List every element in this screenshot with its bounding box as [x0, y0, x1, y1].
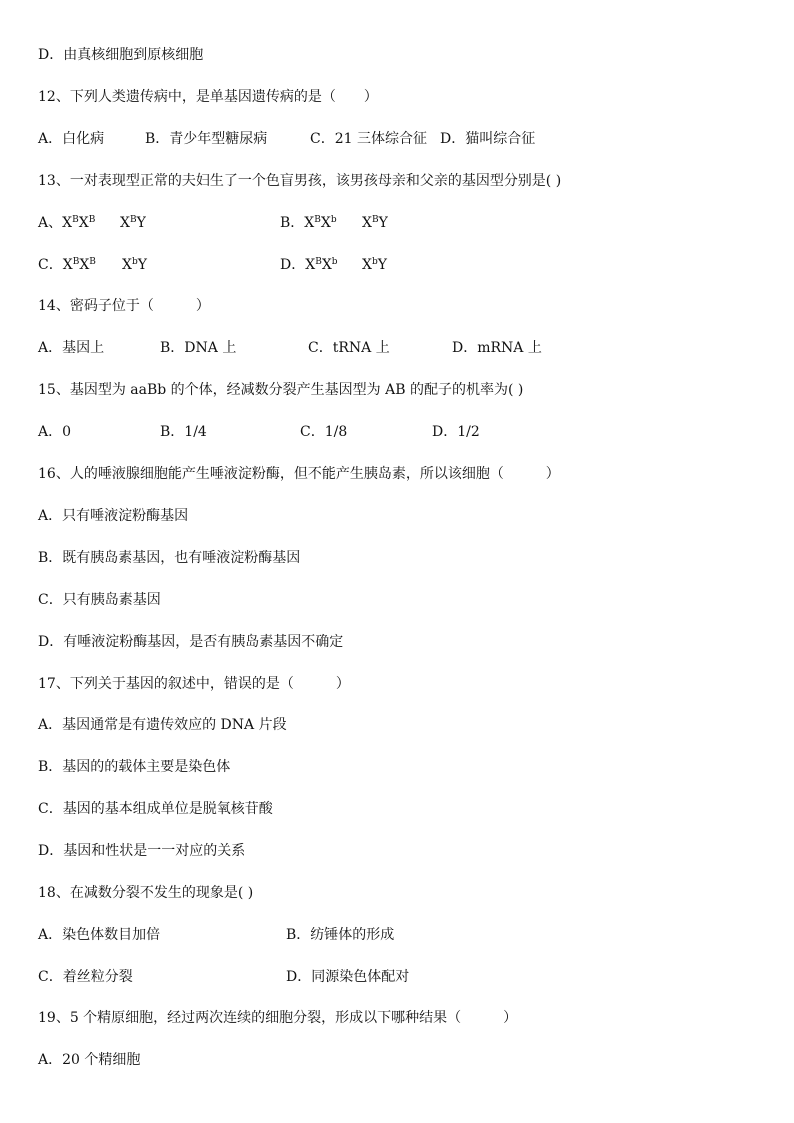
mother-genotype: $X^BX^b$ [304, 215, 337, 231]
q13-option-d-father [362, 256, 387, 274]
q13-options-row1 [0, 214, 794, 232]
q15-option-a: A．0 [38, 424, 72, 440]
q16-option-a: A．只有唾液淀粉酶基因 [38, 508, 189, 524]
q12-option-c: C．21 三体综合征 [310, 131, 427, 147]
q12-option-d: D．猫叫综合征 [440, 131, 536, 147]
q17-option-d: D．基因和性状是一一对应的关系 [38, 843, 246, 859]
q13-option-c-father [122, 256, 147, 274]
q19-option-a: A．20 个精细胞 [38, 1052, 141, 1068]
q11-option-d: D．由真核细胞到原核细胞 [38, 47, 204, 63]
q12-option-b: B．青少年型糖尿病 [145, 131, 268, 147]
q15-stem: 15、基因型为 aaBb 的个体，经减数分裂产生基因型为 AB 的配子的机率为( ) [38, 382, 524, 398]
q12-options [0, 130, 794, 148]
q17-option-b: B．基因的的载体主要是染色体 [38, 759, 231, 775]
q17-stem: 17、下列关于基因的叙述中，错误的是（ ） [38, 676, 350, 692]
mother-genotype: $X^BX^B$ [62, 257, 96, 273]
q13-options-row2 [0, 256, 794, 274]
mother-genotype: $X^BX^B$ [62, 215, 96, 231]
father-genotype: $X^bY$ [122, 257, 147, 273]
q15-option-c: C．1/8 [300, 424, 348, 440]
q17-option-c: C．基因的基本组成单位是脱氧核苷酸 [38, 801, 273, 817]
father-genotype: $X^BY$ [362, 215, 388, 231]
q18-stem: 18、在减数分裂不发生的现象是( ) [38, 885, 254, 901]
q13-option-b-father [362, 214, 388, 232]
q14-option-a: A．基因上 [38, 340, 105, 356]
q13-option-a [38, 214, 95, 232]
q18-options-row1 [0, 926, 794, 944]
q14-option-d: D．mRNA 上 [452, 340, 542, 356]
q13-stem: 13、一对表现型正常的夫妇生了一个色盲男孩，该男孩母亲和父亲的基因型分别是( ) [38, 173, 562, 189]
father-genotype: $X^BY$ [120, 215, 146, 231]
q18-option-d: D．同源染色体配对 [286, 969, 410, 985]
q15-options [0, 423, 794, 441]
q16-option-b: B．既有胰岛素基因，也有唾液淀粉酶基因 [38, 550, 301, 566]
q15-option-d: D．1/2 [432, 424, 480, 440]
q19-stem: 19、5 个精原细胞，经过两次连续的细胞分裂，形成以下哪种结果（ ） [38, 1010, 518, 1026]
q16-option-c: C．只有胰岛素基因 [38, 592, 161, 608]
q14-options [0, 339, 794, 357]
q16-stem: 16、人的唾液腺细胞能产生唾液淀粉酶，但不能产生胰岛素，所以该细胞（ ） [38, 466, 560, 482]
option-label: D． [280, 257, 306, 273]
option-label: B． [280, 215, 305, 231]
q13-option-b [280, 214, 337, 232]
q18-option-b: B．纺锤体的形成 [286, 927, 395, 943]
q17-option-a: A．基因通常是有遗传效应的 DNA 片段 [38, 717, 287, 733]
q14-stem: 14、密码子位于（ ） [38, 298, 210, 314]
q14-option-b: B．DNA 上 [160, 340, 237, 356]
q18-option-c: C．着丝粒分裂 [38, 969, 133, 985]
q14-option-c: C．tRNA 上 [308, 340, 390, 356]
q15-option-b: B．1/4 [160, 424, 207, 440]
q12-option-a: A．白化病 [38, 131, 105, 147]
q13-option-d [280, 256, 338, 274]
option-label: A、 [38, 215, 63, 231]
q13-option-a-father [120, 214, 146, 232]
father-genotype: $X^bY$ [362, 257, 387, 273]
q18-options-row2 [0, 968, 794, 986]
q16-option-d: D．有唾液淀粉酶基因，是否有胰岛素基因不确定 [38, 634, 344, 650]
option-label: C． [38, 257, 63, 273]
q12-stem: 12、下列人类遗传病中，是单基因遗传病的是（ ） [38, 89, 378, 105]
q13-option-c [38, 256, 96, 274]
mother-genotype: $X^BX^b$ [305, 257, 338, 273]
q18-option-a: A．染色体数目加倍 [38, 927, 161, 943]
